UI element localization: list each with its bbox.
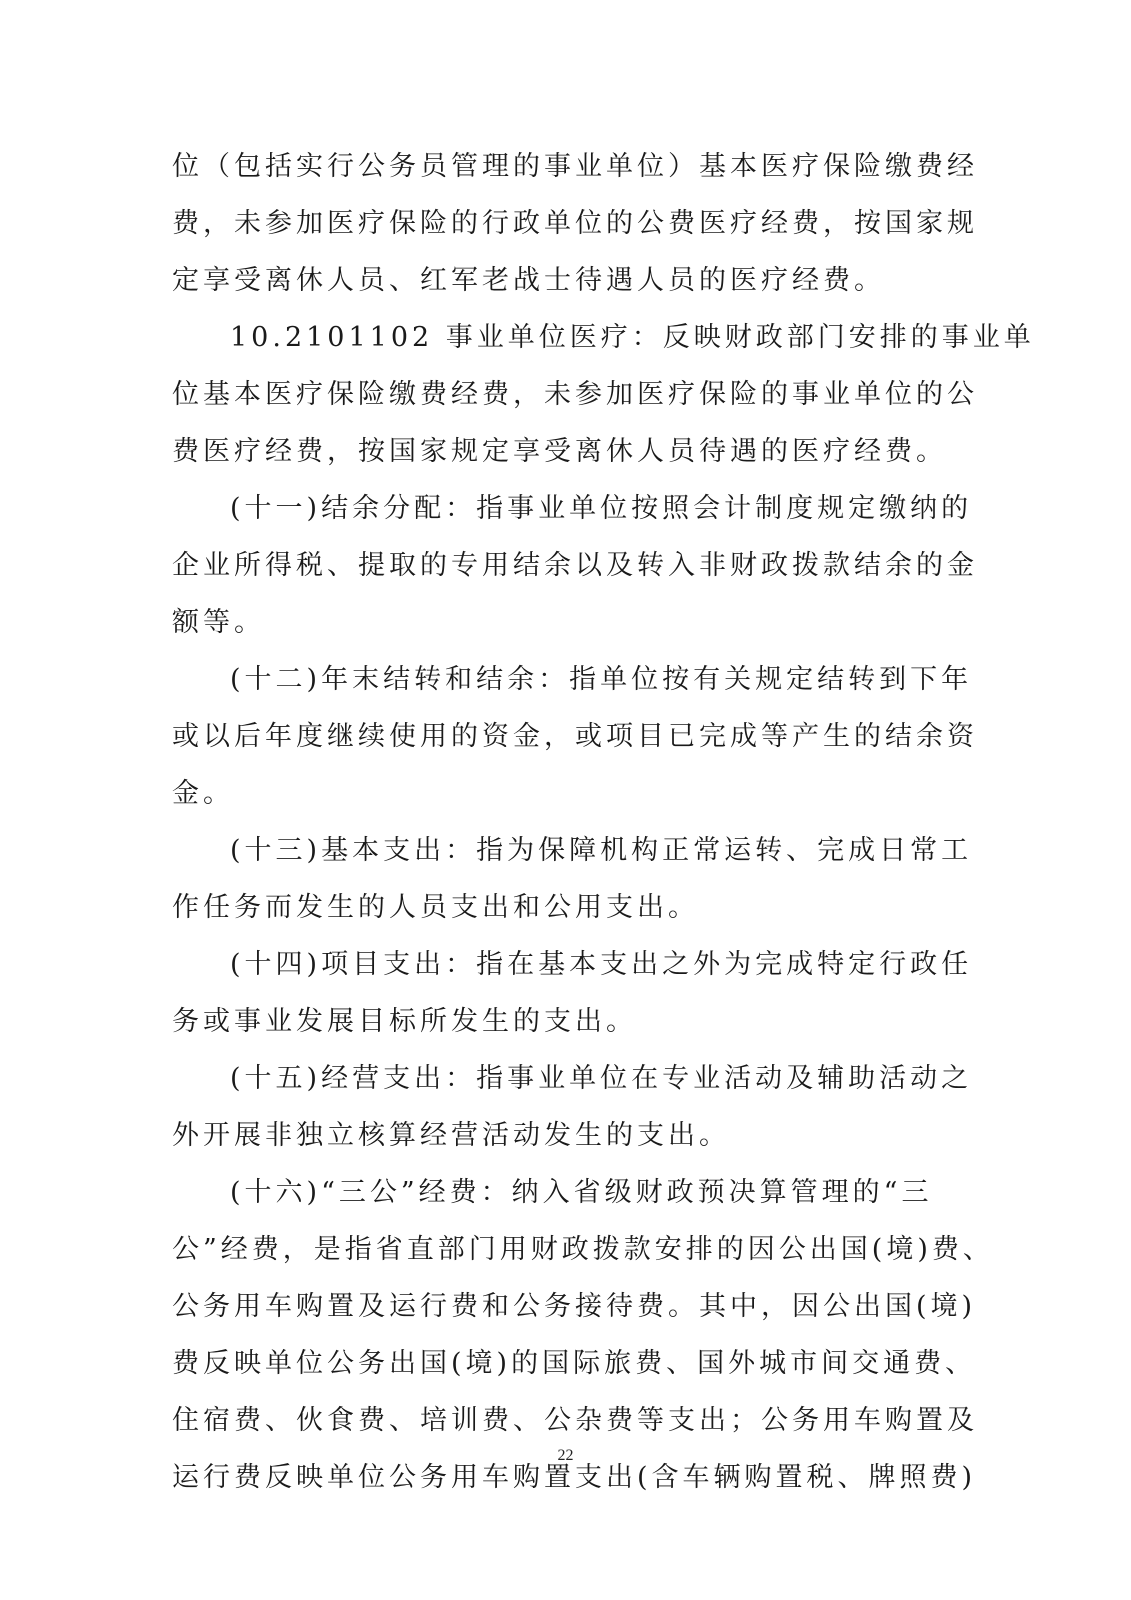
text-line: 10.2101102 事业单位医疗：反映财政部门安排的事业单 (230, 322, 1035, 353)
text-line: (十五)经营支出：指事业单位在专业活动及辅助活动之 (230, 1063, 973, 1094)
text-line: 费，未参加医疗保险的行政单位的公费医疗经费，按国家规 (172, 208, 978, 239)
text-line: 运行费反映单位公务用车购置支出(含车辆购置税、牌照费) (172, 1462, 977, 1493)
text-line: 位（包括实行公务员管理的事业单位）基本医疗保险缴费经 (172, 151, 978, 182)
text-line: (十三)基本支出：指为保障机构正常运转、完成日常工 (230, 835, 973, 866)
text-line: 位基本医疗保险缴费经费，未参加医疗保险的事业单位的公 (172, 379, 978, 410)
text-line: (十四)项目支出：指在基本支出之外为完成特定行政任 (230, 949, 973, 980)
text-line: (十一)结余分配：指事业单位按照会计制度规定缴纳的 (230, 493, 973, 524)
text-line: 定享受离休人员、红军老战士待遇人员的医疗经费。 (172, 265, 885, 296)
text-line: (十二)年末结转和结余：指单位按有关规定结转到下年 (230, 664, 973, 695)
text-line: 公”经费，是指省直部门用财政拨款安排的因公出国(境)费、 (172, 1234, 994, 1265)
text-line: 金。 (172, 778, 234, 809)
text-line: 企业所得税、提取的专用结余以及转入非财政拨款结余的金 (172, 550, 978, 581)
text-line: 费医疗经费，按国家规定享受离休人员待遇的医疗经费。 (172, 436, 947, 467)
text-line: 住宿费、伙食费、培训费、公杂费等支出；公务用车购置及 (172, 1405, 978, 1436)
text-line: 费反映单位公务出国(境)的国际旅费、国外城市间交通费、 (172, 1348, 977, 1379)
text-line: (十六)“三公”经费：纳入省级财政预决算管理的“三 (230, 1177, 933, 1208)
text-line: 或以后年度继续使用的资金，或项目已完成等产生的结余资 (172, 721, 978, 752)
text-line: 外开展非独立核算经营活动发生的支出。 (172, 1120, 730, 1151)
text-line: 公务用车购置及运行费和公务接待费。其中，因公出国(境) (172, 1291, 977, 1322)
page-number: 22 (557, 1447, 574, 1464)
document-text (172, 138, 1035, 1506)
text-line: 额等。 (172, 607, 265, 638)
text-line: 作任务而发生的人员支出和公用支出。 (172, 892, 699, 923)
document-body (172, 138, 1035, 1506)
text-line: 务或事业发展目标所发生的支出。 (172, 1006, 637, 1037)
